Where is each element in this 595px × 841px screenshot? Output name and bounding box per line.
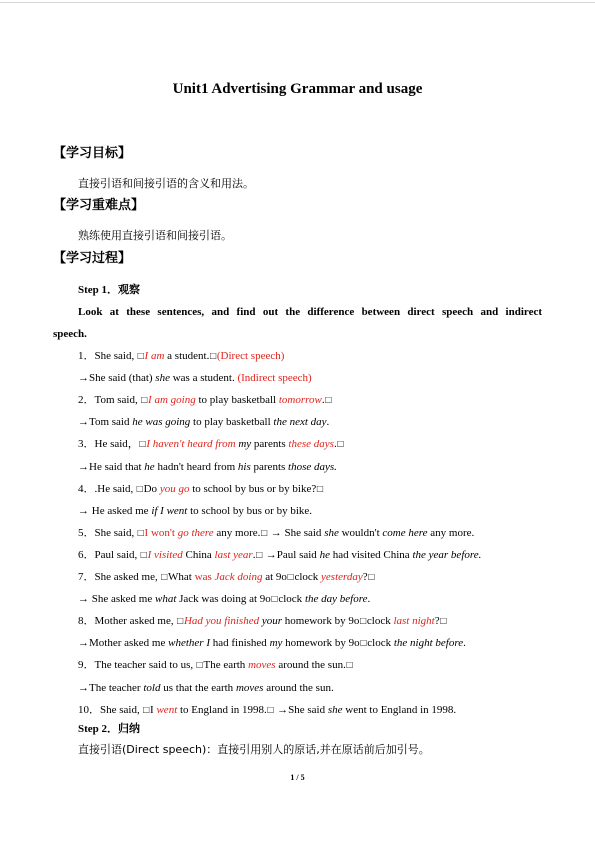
line-segment: to England in 1998. (177, 704, 267, 716)
line-segment: what (154, 593, 177, 605)
missing-glyph-box: □ (336, 439, 345, 448)
line-segment: these days (288, 438, 334, 450)
example-line (78, 504, 312, 518)
line-segment: the day before (304, 593, 368, 605)
line-segment: clock (278, 593, 305, 605)
line-segment: went (156, 704, 178, 716)
line-segment: go there (177, 527, 214, 539)
line-segment: China (182, 549, 215, 561)
line-segment: Had you finished (183, 615, 260, 627)
example-line (78, 614, 447, 628)
missing-glyph-box: □ (260, 528, 268, 537)
line-segment: homework by 9o (282, 615, 360, 627)
line-segment: she (324, 527, 339, 539)
line-segment: ? (434, 615, 440, 627)
line-segment: she (327, 704, 343, 716)
example-line (78, 570, 375, 584)
line-segment: us that the earth (160, 682, 236, 694)
missing-glyph-box: □ (195, 660, 204, 669)
line-segment: clock (294, 571, 322, 583)
line-segment: to play basketball (190, 416, 274, 428)
line-segment: around the sun. (275, 659, 346, 671)
line-segment: your (261, 615, 283, 627)
missing-glyph-box: □ (286, 572, 295, 581)
example-line (78, 703, 456, 717)
line-segment: 2．Tom said, (78, 394, 141, 406)
example-line (78, 548, 481, 562)
missing-glyph-box: □ (140, 550, 148, 559)
line-segment: 3．He said， (78, 438, 139, 450)
missing-glyph-box: □ (367, 572, 376, 581)
line-segment: tomorrow (278, 394, 322, 406)
line-segment: 7．She asked me, (78, 571, 161, 583)
objective-heading: 【学习目标】 (53, 146, 132, 161)
missing-glyph-box: □ (316, 484, 324, 493)
line-segment: last year (214, 549, 253, 561)
missing-glyph-box: □ (176, 616, 184, 625)
process-heading: 【学习过程】 (53, 251, 132, 266)
example-line (78, 371, 312, 385)
line-segment: ? (362, 571, 368, 583)
line-segment: I won't (144, 527, 178, 539)
missing-glyph-box: □ (324, 395, 333, 404)
line-segment: (Indirect speech) (237, 372, 312, 384)
step1-instruction-cont: speech. (53, 328, 87, 340)
missing-glyph-box: □ (345, 660, 354, 669)
line-segment: homework by 9o (282, 637, 360, 649)
line-segment: a student. (164, 350, 210, 362)
line-segment: last night (393, 615, 435, 627)
line-segment: had visited China (329, 549, 413, 561)
example-line (78, 437, 344, 451)
line-segment: clock (366, 615, 394, 627)
line-segment: →She said (274, 704, 328, 716)
line-segment: his (237, 461, 251, 473)
line-segment: 1．She said, (78, 350, 137, 362)
line-segment: → She asked me (78, 593, 155, 605)
line-segment: 10．She said, (78, 704, 143, 716)
line-segment: had finished (209, 637, 270, 649)
line-segment: Jack was doing at 9o (176, 593, 271, 605)
step2-text: 直接引语(Direct speech)：直接引用别人的原话,并在原话前后加引号。 (78, 743, 430, 756)
line-segment: to play basketball (195, 394, 279, 406)
example-line (78, 592, 370, 606)
example-line (78, 636, 466, 650)
missing-glyph-box: □ (359, 616, 367, 625)
line-segment: around the sun. (263, 682, 334, 694)
example-line (78, 526, 474, 540)
example-line (78, 681, 334, 695)
missing-glyph-box: □ (209, 351, 217, 360)
step1-instruction: Look at these sentences, and find out the difference between direct speech and indirect (78, 306, 542, 318)
missing-glyph-box: □ (140, 395, 149, 404)
line-segment: I haven't heard from (146, 438, 236, 450)
line-segment: the next day (273, 416, 327, 428)
line-segment: yesterday (321, 571, 363, 583)
key-points-text: 熟练使用直接引语和间接引语。 (78, 229, 232, 242)
missing-glyph-box: □ (136, 351, 145, 360)
line-segment: . (463, 637, 466, 649)
missing-glyph-box: □ (359, 638, 368, 647)
line-segment: . (333, 438, 337, 450)
line-segment: she (155, 372, 170, 384)
line-segment: any more. (213, 527, 261, 539)
page-number: 1 / 5 (290, 773, 305, 782)
line-segment: was a student. (169, 372, 238, 384)
example-line (78, 658, 353, 672)
line-segment: → He asked me (78, 505, 152, 517)
missing-glyph-box: □ (270, 594, 279, 603)
line-segment: I visited (147, 549, 183, 561)
line-segment: parents (251, 438, 289, 450)
example-line (78, 460, 337, 474)
example-line (78, 349, 284, 363)
line-segment: whether I (168, 637, 210, 649)
line-segment: you go (159, 483, 190, 495)
line-segment: any more. (427, 527, 475, 539)
line-segment: if I went (151, 505, 188, 517)
line-segment: . (252, 549, 256, 561)
line-segment: wouldn't (338, 527, 383, 539)
line-segment: went to England in 1998. (342, 704, 457, 716)
line-segment: he was going (132, 416, 191, 428)
line-segment: 8．Mother asked me, (78, 615, 177, 627)
line-segment: →Mother asked me (78, 637, 169, 649)
line-segment: . (326, 416, 330, 428)
line-segment: was (194, 571, 215, 583)
line-segment: moves (248, 659, 276, 671)
line-segment: told (143, 682, 161, 694)
page-top-rule (0, 2, 595, 3)
line-segment: I am going (148, 394, 196, 406)
missing-glyph-box: □ (255, 550, 264, 559)
line-segment: →He said that (78, 461, 145, 473)
missing-glyph-box: □ (136, 528, 145, 537)
missing-glyph-box: □ (138, 439, 147, 448)
example-line (78, 482, 324, 496)
step1-heading: Step 1．观察 (78, 284, 141, 296)
line-segment: The earth (203, 659, 249, 671)
line-segment: → She said (267, 527, 325, 539)
line-segment: I (150, 704, 157, 716)
line-segment: →She said (that) (78, 372, 156, 384)
line-segment: . (367, 593, 371, 605)
example-line (78, 393, 332, 407)
line-segment: →The teacher (78, 682, 144, 694)
line-segment: 5．She said, (78, 527, 137, 539)
line-segment: (Direct speech) (216, 350, 285, 362)
line-segment: moves (235, 682, 264, 694)
missing-glyph-box: □ (266, 705, 275, 714)
line-segment: to school by bus or by bike? (189, 483, 317, 495)
line-segment: those days. (288, 461, 337, 473)
example-line (78, 415, 329, 429)
line-segment: the year before. (412, 549, 482, 561)
missing-glyph-box: □ (142, 705, 151, 714)
step2-heading: Step 2．归纳 (78, 723, 141, 735)
line-segment: the night before (393, 637, 464, 649)
line-segment: clock (367, 637, 394, 649)
line-segment: my (269, 637, 283, 649)
line-segment: to school by bus or by bike. (187, 505, 313, 517)
missing-glyph-box: □ (439, 616, 448, 625)
line-segment: at 9o (262, 571, 287, 583)
line-segment: hadn't heard from (154, 461, 238, 473)
line-segment: →Tom said (78, 416, 133, 428)
key-points-heading: 【学习重难点】 (53, 198, 145, 213)
line-segment: What (168, 571, 195, 583)
missing-glyph-box: □ (136, 484, 144, 493)
line-segment: I am (144, 350, 165, 362)
missing-glyph-box: □ (160, 572, 169, 581)
line-segment: 9．The teacher said to us, (78, 659, 196, 671)
line-segment: come here (382, 527, 428, 539)
line-segment: he (144, 461, 155, 473)
objective-text: 直接引语和间接引语的含义和用法。 (78, 177, 254, 190)
line-segment: my (238, 438, 252, 450)
line-segment: 4．.He said, (78, 483, 137, 495)
line-segment: →Paul said (263, 549, 320, 561)
line-segment: he (319, 549, 330, 561)
line-segment: parents (250, 461, 289, 473)
line-segment: 6．Paul said, (78, 549, 141, 561)
document-title: Unit1 Advertising Grammar and usage (172, 81, 423, 97)
line-segment: Do (143, 483, 160, 495)
line-segment: . (321, 394, 325, 406)
line-segment: Jack doing (214, 571, 263, 583)
